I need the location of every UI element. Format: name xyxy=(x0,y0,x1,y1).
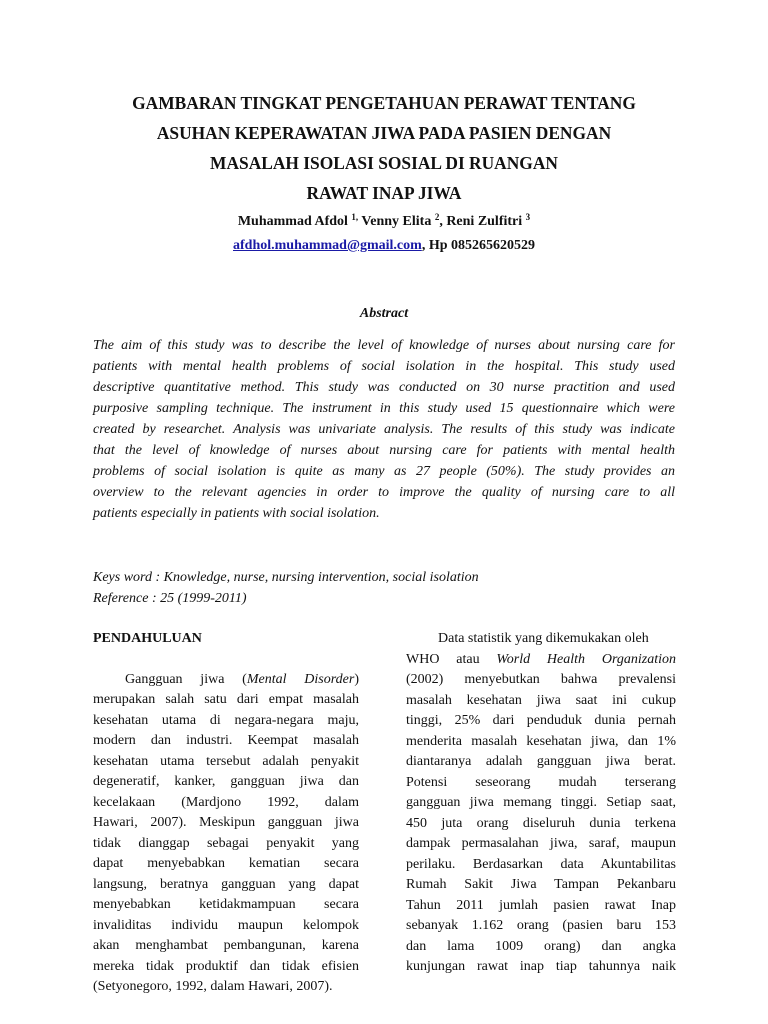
paper-title xyxy=(60,88,708,208)
paragraph-line: kunjungan rawat inap tiap tahunnya naik xyxy=(406,959,676,974)
phone-number: , Hp 085265620529 xyxy=(421,238,535,253)
abstract-line: problems of social isolation is quite as many as 27 people (50%). The study provides an xyxy=(93,464,675,479)
keywords: Keys word : Knowledge, nurse, nursing intervention, social isolation xyxy=(93,570,479,585)
title-line: ASUHAN KEPERAWATAN JIWA PADA PASIEN DENGAN xyxy=(156,123,612,143)
paragraph-line: tidak dianggap sebagai penyakit yang xyxy=(93,835,359,851)
paragraph-line: dapat menyebabkan kematian secara xyxy=(93,856,359,871)
paragraph-line: mereka tidak produktif dan tidak efisien xyxy=(93,958,359,974)
reference-count: Reference : 25 (1999-2011) xyxy=(93,591,247,606)
text-run: Gangguan jiwa ( xyxy=(125,671,247,687)
author-affiliation: 1, xyxy=(351,212,359,222)
abstract-line: patients especially in patients with social isolation. xyxy=(93,506,380,521)
author-list xyxy=(60,212,708,232)
paragraph-line: masalah kesehatan jiwa saat ini cukup xyxy=(406,692,676,708)
abstract-line: overview to the relevant agencies in order to improve the quality of nursing care to all xyxy=(93,485,675,500)
paragraph-line: kesehatan utama tersebut adalah penyakit xyxy=(93,753,359,769)
abstract-line: purposive sampling technique. The instrument in this study used 15 questionnaire which were xyxy=(93,401,675,416)
paragraph-line: dampak permasalahan jiwa, saraf, maupun xyxy=(406,836,676,851)
abstract-heading: Abstract xyxy=(359,306,409,321)
abstract-body xyxy=(93,335,675,524)
paragraph-line: tinggi, 25% dari penduduk dunia pernah xyxy=(406,713,676,728)
section-heading-pendahuluan: PENDAHULUAN xyxy=(93,631,202,646)
paragraph-line: Tahun 2011 jumlah pasien rawat Inap xyxy=(406,897,676,913)
paragraph-line xyxy=(93,670,359,691)
title-line: GAMBARAN TINGKAT PENGETAHUAN PERAWAT TENTANG xyxy=(132,93,636,113)
contact-line xyxy=(60,236,708,256)
abstract-line: patients with mental health problems of social isolation in the hospital. This study used xyxy=(93,359,675,374)
paragraph-line: gangguan jiwa memang tinggi. Setiap saat, xyxy=(406,795,676,810)
paragraph-line: modern dan industri. Keempat masalah xyxy=(93,733,359,748)
paragraph-line: sebanyak 1.162 orang (pasien baru 153 xyxy=(406,918,676,933)
paragraph-line: langsung, beratnya gangguan yang dapat xyxy=(93,876,359,892)
abstract-line: The aim of this study was to describe the level of knowledge of nurses about nursing care for xyxy=(93,338,675,353)
paragraph-line: (Setyonegoro, 1992, dalam Hawari, 2007). xyxy=(93,979,333,994)
paragraph-line: merupakan salah satu dari empat masalah xyxy=(93,692,359,707)
paragraph-line: kecelakaan (Mardjono 1992, dalam xyxy=(93,794,359,810)
right-column xyxy=(406,629,676,978)
text-run-italic: World Health Organization xyxy=(496,651,676,667)
text-run: WHO atau xyxy=(406,651,497,667)
paragraph-line: degeneratif, kanker, gangguan jiwa dan xyxy=(93,774,359,789)
author-name: Muhammad Afdol xyxy=(237,214,348,229)
paragraph-line: Rumah Sakit Jiwa Tampan Pekanbaru xyxy=(406,877,676,892)
paragraph-line: dan lama 1009 orang) dan angka xyxy=(406,938,676,954)
paragraph-line: menyebabkan ketidakmampuan secara xyxy=(93,897,359,912)
paragraph-line: Potensi seseorang mudah terserang xyxy=(406,774,676,790)
paragraph-line: akan menghambat pembangunan, karena xyxy=(93,938,359,953)
paragraph-line: Hawari, 2007). Meskipun gangguan jiwa xyxy=(93,815,359,830)
abstract-line: that the level of knowledge of nurses about nursing care for patients with mental health xyxy=(93,443,675,458)
paragraph-line: (2002) menyebutkan bahwa prevalensi xyxy=(406,672,676,687)
paragraph-line: perilaku. Berdasarkan data Akuntabilitas xyxy=(406,856,676,872)
text-run: ) xyxy=(354,671,359,687)
email-link[interactable]: afdhol.muhammad@gmail.com xyxy=(233,238,422,253)
paragraph-line: diantaranya adalah gangguan jiwa berat. xyxy=(406,754,676,769)
paragraph-line: kesehatan utama di negara-negara maju, xyxy=(93,712,359,728)
author-name: , Reni Zulfitri xyxy=(439,214,523,229)
paragraph-line: menderita masalah kesehatan jiwa, dan 1% xyxy=(406,733,676,749)
keywords-block xyxy=(93,567,675,609)
paragraph-line: Data statistik yang dikemukakan oleh xyxy=(438,631,649,646)
author-name: Venny Elita xyxy=(361,214,432,229)
title-line: MASALAH ISOLASI SOSIAL DI RUANGAN xyxy=(210,153,558,173)
paragraph-line: invaliditas individu maupun kelompok xyxy=(93,917,359,933)
text-run-italic: Mental Disorder xyxy=(246,671,355,687)
paragraph-intro xyxy=(93,670,359,998)
abstract-line: created by researchet. Analysis was univariate analysis. The results of this study was indicate xyxy=(93,422,675,437)
author-affiliation: 3 xyxy=(525,212,531,222)
paragraph-line xyxy=(406,650,676,671)
abstract-line: descriptive quantitative method. This study was conducted on 30 nurse practition and used xyxy=(93,380,675,395)
left-column xyxy=(93,629,359,998)
title-line: RAWAT INAP JIWA xyxy=(306,183,462,203)
author-affiliation: 2 xyxy=(434,212,440,222)
paragraph-statistics xyxy=(406,629,676,978)
paragraph-line: 450 juta orang diseluruh dunia terkena xyxy=(406,815,676,831)
